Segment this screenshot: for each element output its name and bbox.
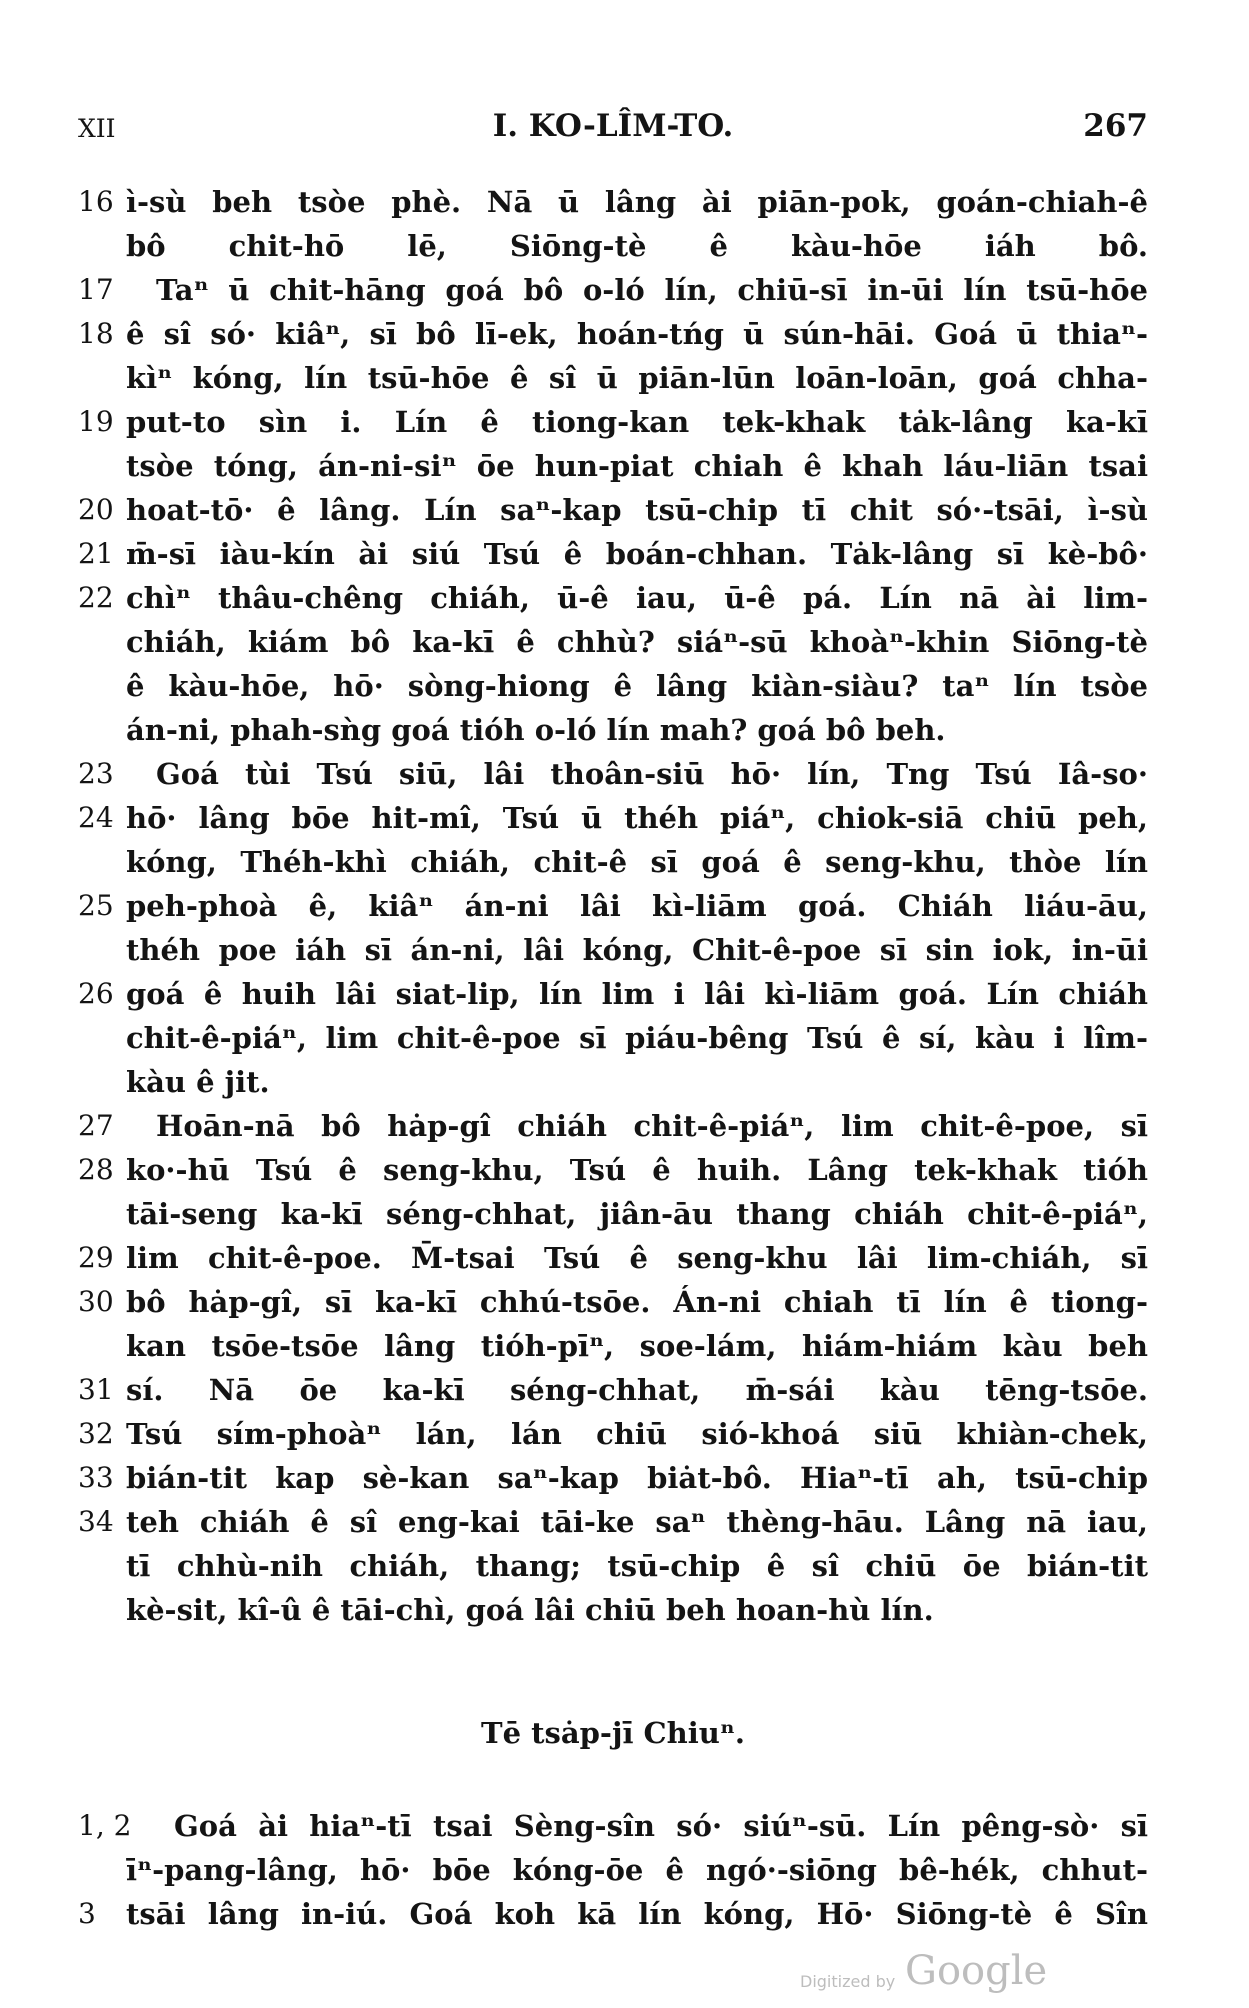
verse-number: 1, 2 xyxy=(78,1809,132,1842)
verse-number: 24 xyxy=(78,801,114,834)
verse-number: 20 xyxy=(78,493,114,526)
verse-number: 34 xyxy=(78,1505,114,1538)
line-text: chiáh, kiám bô ka-kī ê chhù? siáⁿ-sū khoàⁿ-khin Siōng-tè xyxy=(126,625,1148,659)
verse-number: 17 xyxy=(78,273,114,306)
chapter-12-text xyxy=(78,1804,1148,1936)
line-text: ê kàu-hōe, hō· sòng-hiong ê lâng kiàn-siàu? taⁿ lín tsòe xyxy=(126,669,1148,703)
line-text: ì-sù beh tsòe phè. Nā ū lâng ài piān-pok, goán-chiah-ê xyxy=(126,185,1148,219)
verse-number: 18 xyxy=(78,317,114,350)
text-line xyxy=(78,312,1148,356)
verse-number: 16 xyxy=(78,185,114,218)
line-text: kè-sit, kî-û ê tāi-chì, goá lâi chiū beh hoan-hù lín. xyxy=(126,1593,934,1627)
verse-number: 28 xyxy=(78,1153,114,1186)
line-text: lim chit-ê-poe. M̄-tsai Tsú ê seng-khu lâi lim-chiáh, sī xyxy=(126,1241,1148,1275)
verse-number: 27 xyxy=(78,1109,114,1142)
line-text: tsòe tóng, án-ni-siⁿ ōe hun-piat chiah ê khah láu-liān tsai xyxy=(126,449,1148,483)
text-line xyxy=(78,576,1148,620)
verse-number: 31 xyxy=(78,1373,114,1406)
verse-number: 21 xyxy=(78,537,114,570)
verse-number: 3 xyxy=(78,1897,96,1930)
chapter-heading: Tē tsȧp-jī Chiuⁿ. xyxy=(481,1716,745,1750)
text-line xyxy=(78,708,1148,752)
line-text: Goá ài hiaⁿ-tī tsai Sèng-sîn só· siúⁿ-sū. Lín pêng-sò· sī xyxy=(174,1809,1148,1843)
text-line xyxy=(78,1324,1148,1368)
text-line xyxy=(78,532,1148,576)
verse-number: 29 xyxy=(78,1241,114,1274)
line-text: kàu ê jit. xyxy=(126,1065,270,1099)
line-text: bô hȧp-gî, sī ka-kī chhú-tsōe. Án-ni chiah tī lín ê tiong- xyxy=(126,1285,1148,1319)
verse-number: 22 xyxy=(78,581,114,614)
line-text: ko·-hū Tsú ê seng-khu, Tsú ê huih. Lâng tek-khak tióh xyxy=(126,1153,1148,1187)
chapter-text xyxy=(78,180,1148,1632)
line-text: put-to sìn i. Lín ê tiong-kan tek-khak tȧk-lâng ka-kī xyxy=(126,405,1148,439)
line-text: peh-phoà ê, kiâⁿ án-ni lâi kì-liām goá. Chiáh liáu-āu, xyxy=(126,889,1148,923)
line-text: théh poe iáh sī án-ni, lâi kóng, Chit-ê-poe sī sin iok, in-ūi xyxy=(126,933,1148,967)
line-text: īⁿ-pang-lâng, hō· bōe kóng-ōe ê ngó·-siōng bê-hék, chhut- xyxy=(126,1853,1148,1887)
text-line xyxy=(78,1456,1148,1500)
line-text: Taⁿ ū chit-hāng goá bô o-ló lín, chiū-sī in-ūi lín tsū-hōe xyxy=(156,273,1148,307)
text-line xyxy=(78,1148,1148,1192)
text-line xyxy=(78,840,1148,884)
digitized-watermark xyxy=(800,1948,1080,1998)
text-line xyxy=(78,224,1148,268)
verse-number: 19 xyxy=(78,405,114,438)
text-line xyxy=(78,1368,1148,1412)
text-line xyxy=(78,1236,1148,1280)
line-text: bô chit-hō lē, Siōng-tè ê kàu-hōe iáh bô. xyxy=(126,229,1148,263)
text-line xyxy=(78,664,1148,708)
line-text: chìⁿ thâu-chêng chiáh, ū-ê iau, ū-ê pá. Lín nā ài lim- xyxy=(126,581,1148,615)
text-line xyxy=(78,1412,1148,1456)
line-text: kóng, Théh-khì chiáh, chit-ê sī goá ê seng-khu, thòe lín xyxy=(126,845,1148,879)
text-line xyxy=(78,444,1148,488)
text-line xyxy=(78,1060,1148,1104)
text-line xyxy=(78,928,1148,972)
text-line xyxy=(78,1804,1148,1848)
line-text: goá ê huih lâi siat-lip, lín lim i lâi kì-liām goá. Lín chiáh xyxy=(126,977,1148,1011)
line-text: Tsú sím-phoàⁿ lán, lán chiū sió-khoá siū khiàn-chek, xyxy=(126,1417,1148,1451)
header-title: I. KO-LÎM-TO. xyxy=(492,108,734,144)
text-line xyxy=(78,356,1148,400)
text-line xyxy=(78,620,1148,664)
line-text: hoat-tō· ê lâng. Lín saⁿ-kap tsū-chip tī chit só·-tsāi, ì-sù xyxy=(126,493,1148,527)
line-text: án-ni, phah-sǹg goá tióh o-ló lín mah? goá bô beh. xyxy=(126,713,946,747)
line-text: kìⁿ kóng, lín tsū-hōe ê sî ū piān-lūn loān-loān, goá chha- xyxy=(126,361,1148,395)
running-header xyxy=(78,108,1148,152)
verse-number: 26 xyxy=(78,977,114,1010)
line-text: tsāi lâng in-iú. Goá koh kā lín kóng, Hō· Siōng-tè ê Sîn xyxy=(126,1897,1148,1931)
text-line xyxy=(78,488,1148,532)
line-text: hō· lâng bōe hit-mî, Tsú ū théh piáⁿ, chiok-siā chiū peh, xyxy=(126,801,1148,835)
text-line xyxy=(78,1848,1148,1892)
text-line xyxy=(78,1500,1148,1544)
text-line xyxy=(78,180,1148,224)
verse-number: 25 xyxy=(78,889,114,922)
line-text: tī chhù-nih chiáh, thang; tsū-chip ê sî chiū ōe bián-tit xyxy=(126,1549,1148,1583)
google-logo: Google xyxy=(905,1948,1048,1994)
line-text: teh chiáh ê sî eng-kai tāi-ke saⁿ thèng-hāu. Lâng nā iau, xyxy=(126,1505,1148,1539)
text-line xyxy=(78,884,1148,928)
line-text: tāi-seng ka-kī séng-chhat, jiân-āu thang chiáh chit-ê-piáⁿ, xyxy=(126,1197,1148,1231)
verse-number: 30 xyxy=(78,1285,114,1318)
verse-number: 23 xyxy=(78,757,114,790)
line-text: chit-ê-piáⁿ, lim chit-ê-poe sī piáu-bêng Tsú ê sí, kàu i lîm- xyxy=(126,1021,1148,1055)
text-line xyxy=(78,1016,1148,1060)
line-text: Hoān-nā bô hȧp-gî chiáh chit-ê-piáⁿ, lim chit-ê-poe, sī xyxy=(156,1109,1148,1143)
page-number: 267 xyxy=(1083,108,1148,144)
header-section-number: XII xyxy=(78,114,116,143)
text-line xyxy=(78,268,1148,312)
line-text: bián-tit kap sè-kan saⁿ-kap biȧt-bô. Hiaⁿ-tī ah, tsū-chip xyxy=(126,1461,1148,1495)
text-line xyxy=(78,1588,1148,1632)
line-text: sí. Nā ōe ka-kī séng-chhat, m̄-sái kàu tēng-tsōe. xyxy=(126,1373,1148,1407)
text-line xyxy=(78,972,1148,1016)
line-text: kan tsōe-tsōe lâng tióh-pīⁿ, soe-lám, hiám-hiám kàu beh xyxy=(126,1329,1148,1363)
text-line xyxy=(78,400,1148,444)
line-text: Goá tùi Tsú siū, lâi thoân-siū hō· lín, Tng Tsú Iâ-so· xyxy=(156,757,1148,791)
verse-number: 33 xyxy=(78,1461,114,1494)
verse-number: 32 xyxy=(78,1417,114,1450)
text-line xyxy=(78,1544,1148,1588)
text-line xyxy=(78,752,1148,796)
text-line xyxy=(78,1104,1148,1148)
line-text: m̄-sī iàu-kín ài siú Tsú ê boán-chhan. Tȧk-lâng sī kè-bô· xyxy=(126,537,1148,571)
text-line xyxy=(78,1892,1148,1936)
watermark-caption: Digitized by xyxy=(800,1972,896,1991)
line-text: ê sî só· kiâⁿ, sī bô lī-ek, hoán-tńg ū sún-hāi. Goá ū thiaⁿ- xyxy=(126,317,1148,351)
text-line xyxy=(78,1280,1148,1324)
text-line xyxy=(78,796,1148,840)
text-line xyxy=(78,1192,1148,1236)
